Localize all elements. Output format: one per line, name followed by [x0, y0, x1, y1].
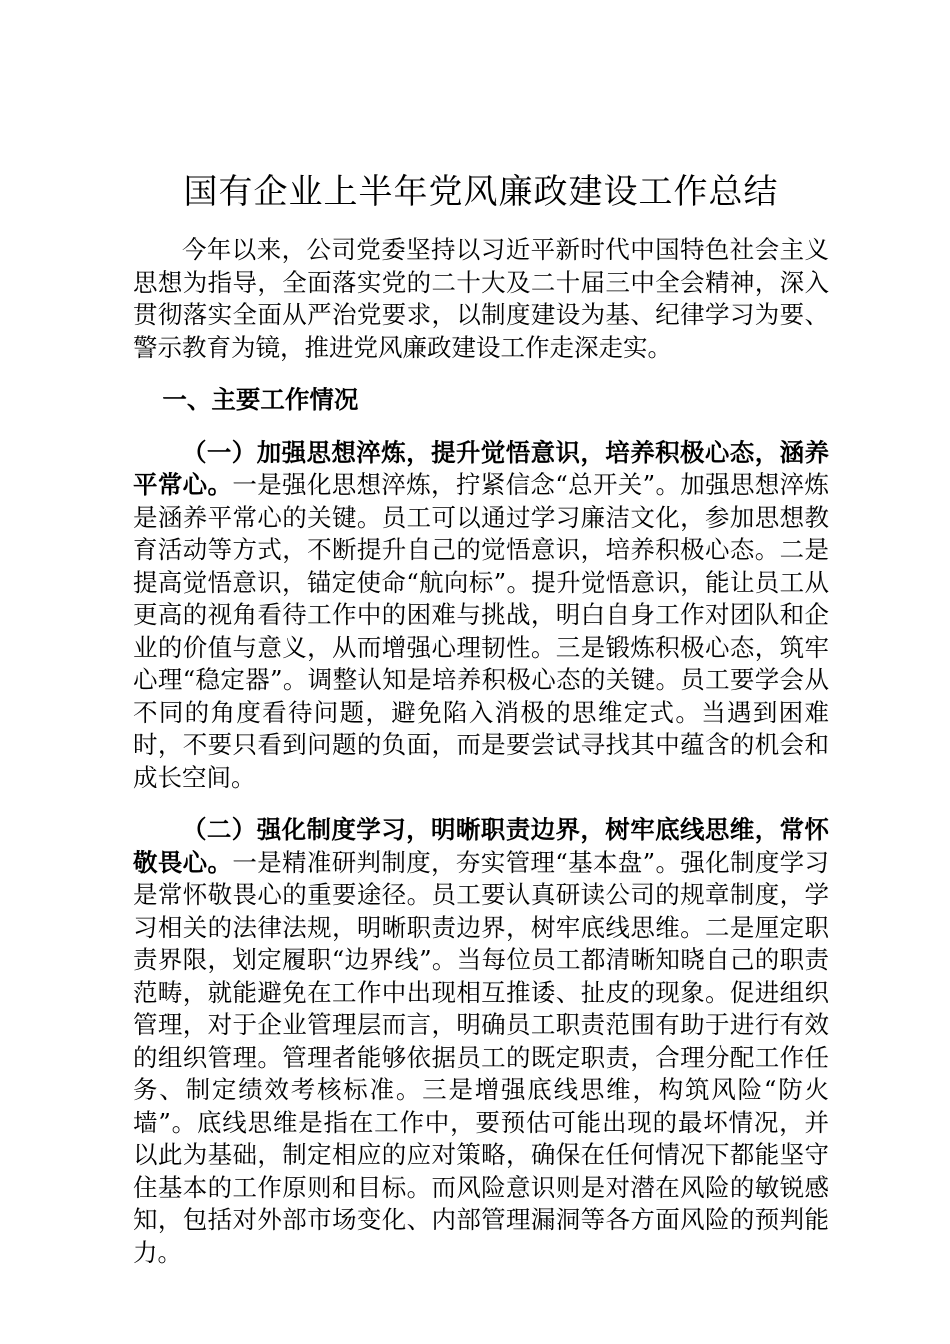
- subsection-paragraph-2: [133, 814, 829, 1269]
- subsection-body-1: 一是强化思想淬炼，拧紧信念“总开关”。加强思想淬炼是涵养平常心的关键。员工可以通过学习廉洁文化，参加思想教育活动等方式，不断提升自己的觉悟意识，培养积极心态。二是提高觉悟意识，锚定使命“航向标”。提升觉悟意识，能让员工从更高的视角看待工作中的困难与挑战，明白自身工作对团队和企业的价值与意义，从而增强心理韧性。三是锻炼积极心态，筑牢心理“稳定器”。调整认知是培养积极心态的关键。员工要学会从不同的角度看待问题，避免陷入消极的思维定式。当遇到困难时，不要只看到问题的负面，而是要尝试寻找其中蕴含的机会和成长空间。: [133, 470, 829, 792]
- subsection-lead-1: （一）加强思想淬炼，提升觉悟意识，培养积极心态，涵养平常心。: [133, 437, 829, 499]
- section-heading: 一、主要工作情况: [162, 385, 359, 414]
- document-title: 国有企业上半年党风廉政建设工作总结: [183, 172, 779, 212]
- intro-paragraph: 今年以来，公司党委坚持以习近平新时代中国特色社会主义思想为指导，全面落实党的二十大及二十届三中全会精神，深入贯彻落实全面从严治党要求，以制度建设为基、纪律学习为要、警示教育为镜，推进党风廉政建设工作走深走实。: [133, 235, 829, 362]
- subsection-lead-2: （二）强化制度学习，明晰职责边界，树牢底线思维，常怀敬畏心。: [133, 815, 829, 877]
- subsection-paragraph-1: [133, 437, 829, 795]
- document-page: [133, 168, 829, 1269]
- subsection-body-2: 一是精准研判制度，夯实管理“基本盘”。强化制度学习是常怀敬畏心的重要途径。员工要认真研读公司的规章制度，学习相关的法律法规，明晰职责边界，树牢底线思维。二是厘定职责界限，划定履职“边界线”。当每位员工都清晰知晓自己的职责范畴，就能避免在工作中出现相互推诿、扯皮的现象。促进组织管理，对于企业管理层而言，明确员工职责范围有助于进行有效的组织管理。管理者能够依据员工的既定职责，合理分配工作任务、制定绩效考核标准。三是增强底线思维，构筑风险“防火墙”。底线思维是指在工作中，要预估可能出现的最坏情况，并以此为基础，制定相应的应对策略，确保在任何情况下都能坚守住基本的工作原则和目标。而风险意识则是对潜在风险的敏锐感知，包括对外部市场变化、内部管理漏洞等各方面风险的预判能力。: [133, 847, 829, 1267]
